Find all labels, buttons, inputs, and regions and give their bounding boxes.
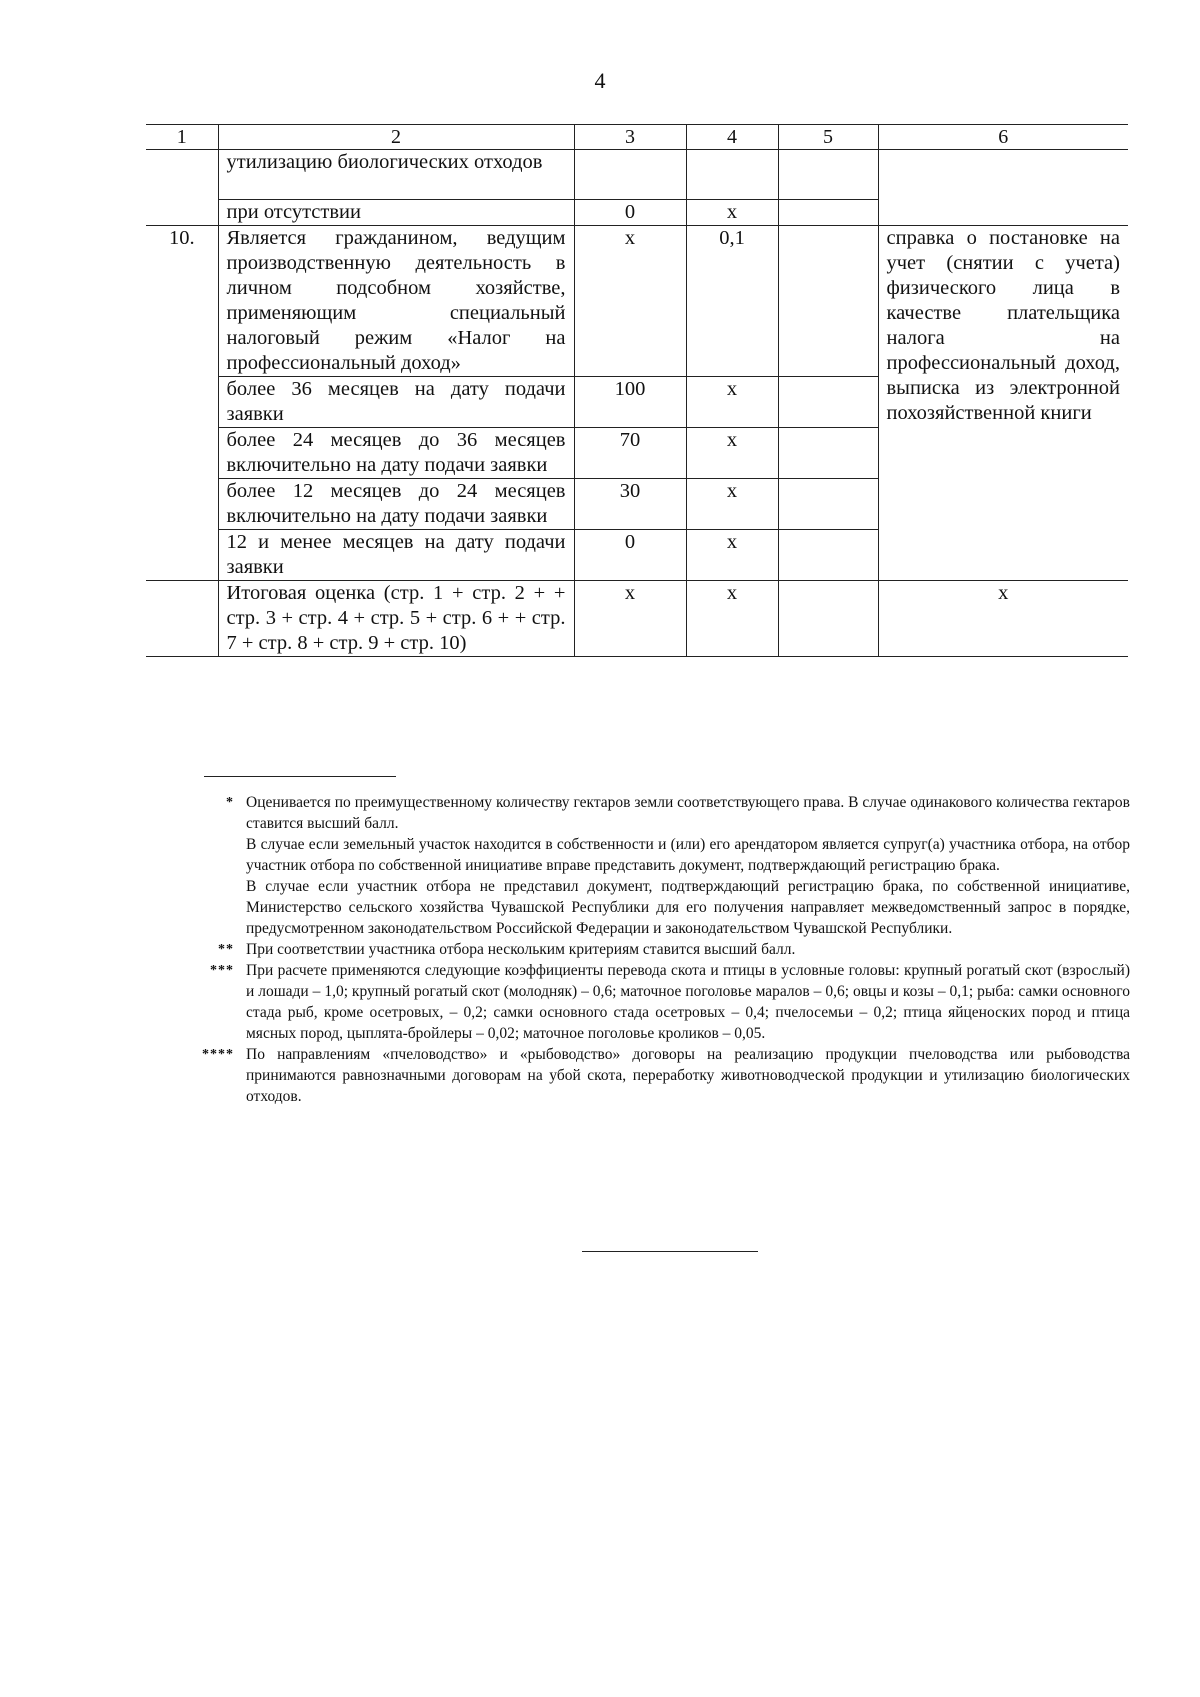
footnote-marker: *** (210, 963, 234, 978)
score-cell: 100 (574, 377, 686, 428)
criterion-cell: 12 и менее месяцев на дату подачи заявки (218, 530, 574, 581)
header-col-5: 5 (778, 125, 878, 150)
col5-cell (778, 226, 878, 377)
row-number-cell (146, 150, 218, 226)
footnote-text: При расчете применяются следующие коэффициенты перевода скота и птицы в условные головы: крупный рогатый скот (взрослый) и лошади – 1,0; крупный рогатый скот (молодняк) – 0,6; маточное поголовье маралов – 0,6; овцы и козы – 0,1; рыба: самки основного стада рыб, кроме осетровых, – 0,2; самки основного стада осетровых – 0,4; пчелосемьи – 0,2; птица яйценоских пород и птица мясных пород, цыплята-бройлеры – 0,02; маточное поголовье кроликов – 0,05. (246, 962, 1130, 1042)
header-col-4: 4 (686, 125, 778, 150)
footnote-paragraph: В случае если земельный участок находится в собственности и (или) его арендатором является супруг(а) участника отбора, на отбор участник отбора по собственной инициативе вправе представить документ, подтверждающий регистрацию брака. (246, 836, 1130, 874)
footnote-marker: * (226, 795, 234, 810)
coef-cell: 0,1 (686, 226, 778, 377)
score-cell: 70 (574, 428, 686, 479)
coef-cell: х (686, 530, 778, 581)
row-number-cell: 10. (146, 226, 218, 581)
footnote-4 (190, 1044, 1130, 1107)
table-row-total (146, 581, 1128, 657)
col5-cell (778, 479, 878, 530)
score-cell: 0 (574, 200, 686, 226)
coef-cell (686, 150, 778, 200)
coef-cell: х (686, 377, 778, 428)
footnote-3 (190, 960, 1130, 1044)
table-header-row (146, 125, 1128, 150)
footnote-1 (190, 792, 1130, 939)
criterion-cell: более 36 месяцев на дату подачи заявки (218, 377, 574, 428)
header-col-3: 3 (574, 125, 686, 150)
footnote-paragraph: В случае если участник отбора не представил документ, подтверждающий регистрацию брака, по собственной инициативе, Министерство сельского хозяйства Чувашской Республики для его получения направляет межведомственный запрос в порядке, предусмотренном законодательством Российской Федерации и законодательством Чувашской Республики. (246, 878, 1130, 937)
table-row (146, 150, 1128, 200)
score-cell (574, 150, 686, 200)
col5-cell (778, 150, 878, 200)
footnote-text: При соответствии участника отбора нескольким критериям ставится высший балл. (246, 941, 796, 958)
footnote-paragraph: Оценивается по преимущественному количеству гектаров земли соответствующего права. В случае одинакового количества гектаров ставится высший балл. (246, 794, 1130, 832)
criterion-cell: Итоговая оценка (стр. 1 + стр. 2 + + стр. 3 + стр. 4 + стр. 5 + стр. 6 + + стр. 7 + стр. 8 + стр. 9 + стр. 10) (218, 581, 574, 657)
col5-cell (778, 200, 878, 226)
footnote-text (246, 792, 1130, 939)
criterion-cell: более 12 месяцев до 24 месяцев включительно на дату подачи заявки (218, 479, 574, 530)
criterion-cell: при отсутствии (218, 200, 574, 226)
col5-cell (778, 581, 878, 657)
criterion-cell: более 24 месяцев до 36 месяцев включительно на дату подачи заявки (218, 428, 574, 479)
header-col-1: 1 (146, 125, 218, 150)
score-cell: 30 (574, 479, 686, 530)
criteria-table (146, 124, 1128, 657)
footnote-2 (190, 939, 1130, 960)
page-number: 4 (594, 68, 606, 93)
footnote-separator (204, 776, 396, 777)
coef-cell: х (686, 200, 778, 226)
col5-cell (778, 428, 878, 479)
score-cell: х (574, 226, 686, 377)
footnote-text: По направлениям «пчеловодство» и «рыбоводство» договоры на реализацию продукции пчеловодства или рыбоводства принимаются равнозначными договорам на убой скота, переработку животноводческой продукции и утилизацию биологических отходов. (246, 1046, 1130, 1105)
score-cell: 0 (574, 530, 686, 581)
table-row (146, 226, 1128, 377)
criterion-cell: утилизацию биологических отходов (218, 150, 574, 200)
document-cell: справка о постановке на учет (снятии с учета) физического лица в качестве плательщика налога на профессиональный доход, выписка из электронной похозяйственной книги (878, 226, 1128, 581)
col5-cell (778, 377, 878, 428)
row-number-cell (146, 581, 218, 657)
score-cell: х (574, 581, 686, 657)
coef-cell: х (686, 581, 778, 657)
criterion-cell: Является гражданином, ведущим производственную деятельность в личном подсобном хозяйстве, применяющим специальный налоговый режим «Налог на профессиональный доход» (218, 226, 574, 377)
footnote-marker: ** (218, 942, 234, 957)
header-col-6: 6 (878, 125, 1128, 150)
coef-cell: х (686, 428, 778, 479)
header-col-2: 2 (218, 125, 574, 150)
coef-cell: х (686, 479, 778, 530)
document-cell (878, 150, 1128, 226)
footnotes (190, 792, 1130, 1107)
footnote-marker: **** (202, 1047, 234, 1062)
end-separator (582, 1251, 758, 1252)
col5-cell (778, 530, 878, 581)
document-cell: х (878, 581, 1128, 657)
